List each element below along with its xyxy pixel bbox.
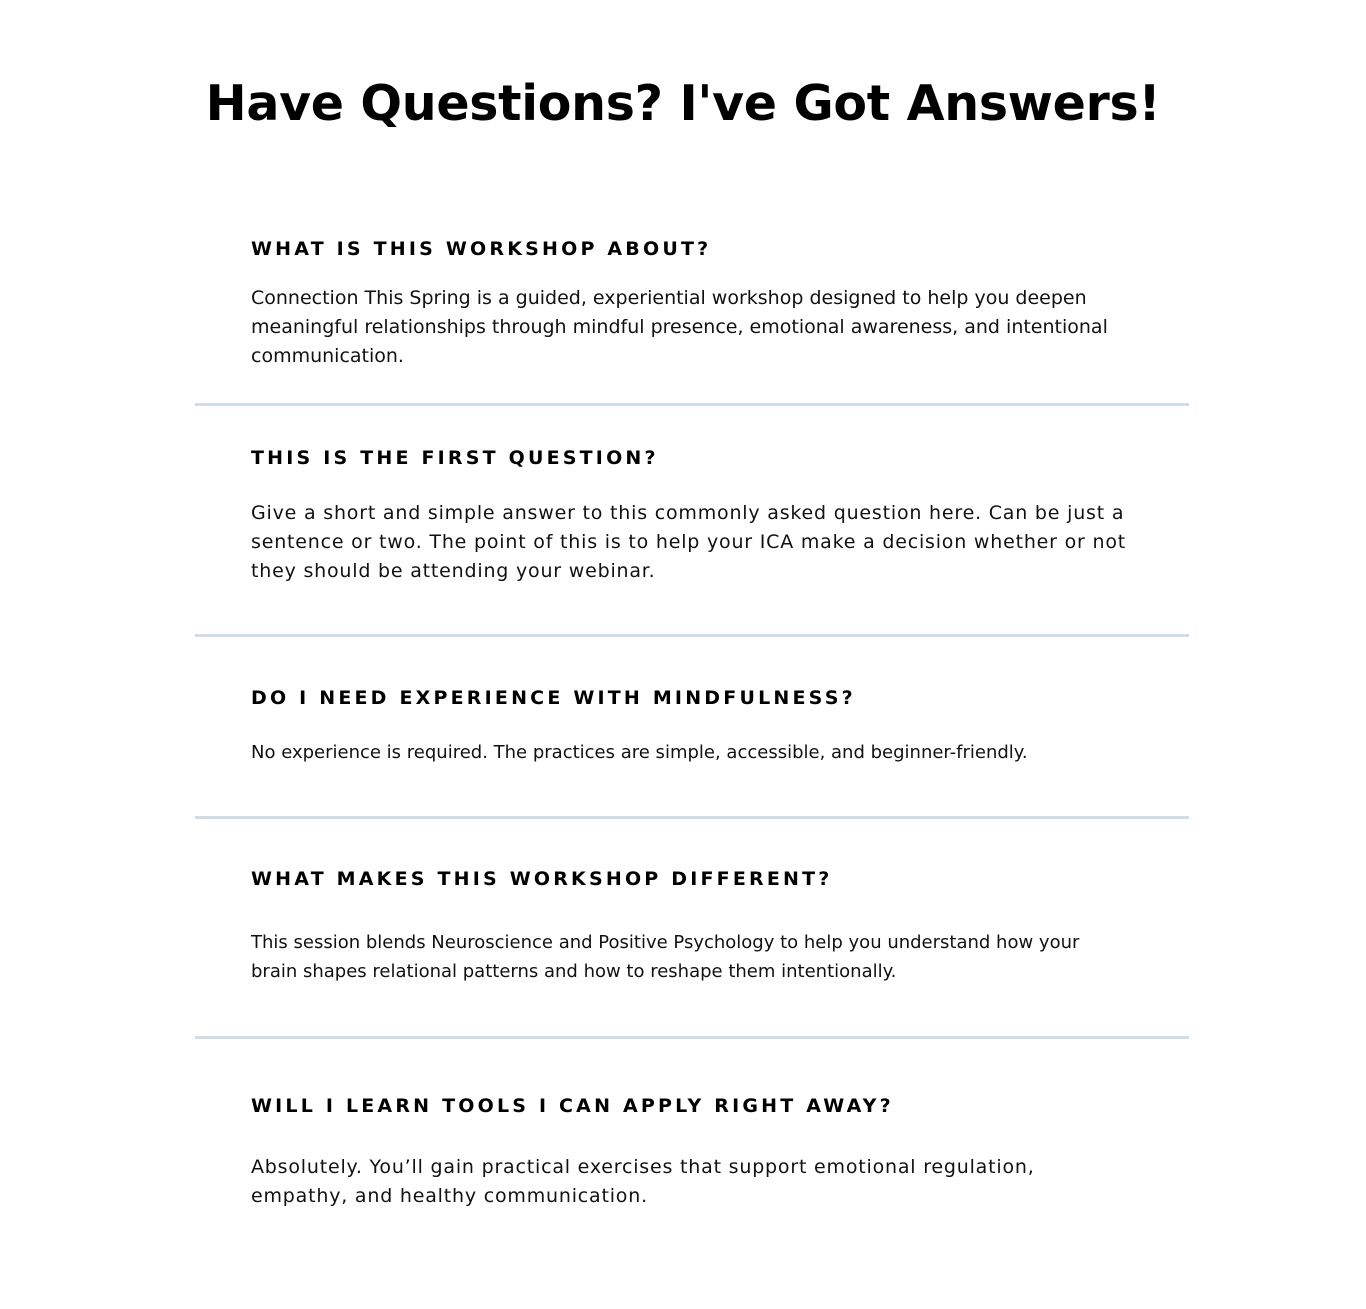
faq-divider xyxy=(195,816,1189,819)
faq-answer: Connection This Spring is a guided, experiential workshop designed to help you deepen meaningful relationships through mindful presence, emotional awareness, and intentional communication. xyxy=(251,287,1108,367)
page-title: Have Questions? I've Got Answers! xyxy=(205,75,1161,132)
faq-answer: Absolutely. You’ll gain practical exercises that support emotional regulation, empathy, and healthy communication. xyxy=(251,1156,1035,1207)
faq-divider xyxy=(195,634,1189,637)
faq-question: WHAT MAKES THIS WORKSHOP DIFFERENT? xyxy=(251,868,833,890)
faq-item-mindfulness-experience xyxy=(251,686,1131,767)
faq-item-workshop-about xyxy=(251,237,1131,371)
faq-answer: No experience is required. The practices are simple, accessible, and beginner-friendly. xyxy=(251,742,1028,763)
faq-item-first-question xyxy=(251,446,1131,586)
faq-item-workshop-different xyxy=(251,867,1131,986)
faq-question: THIS IS THE FIRST QUESTION? xyxy=(251,447,659,469)
faq-question: WHAT IS THIS WORKSHOP ABOUT? xyxy=(251,238,712,260)
faq-divider xyxy=(195,1036,1189,1039)
faq-answer: This session blends Neuroscience and Positive Psychology to help you understand how your brain shapes relational patterns and how to reshape them intentionally. xyxy=(251,932,1080,982)
faq-divider xyxy=(195,403,1189,406)
faq-question: DO I NEED EXPERIENCE WITH MINDFULNESS? xyxy=(251,687,856,709)
faq-item-apply-tools xyxy=(251,1094,1131,1211)
faq-answer: Give a short and simple answer to this commonly asked question here. Can be just a sentence or two. The point of this is to help your ICA make a decision whether or not they should be attending your webinar. xyxy=(251,502,1127,582)
faq-question: WILL I LEARN TOOLS I CAN APPLY RIGHT AWAY? xyxy=(251,1095,894,1117)
